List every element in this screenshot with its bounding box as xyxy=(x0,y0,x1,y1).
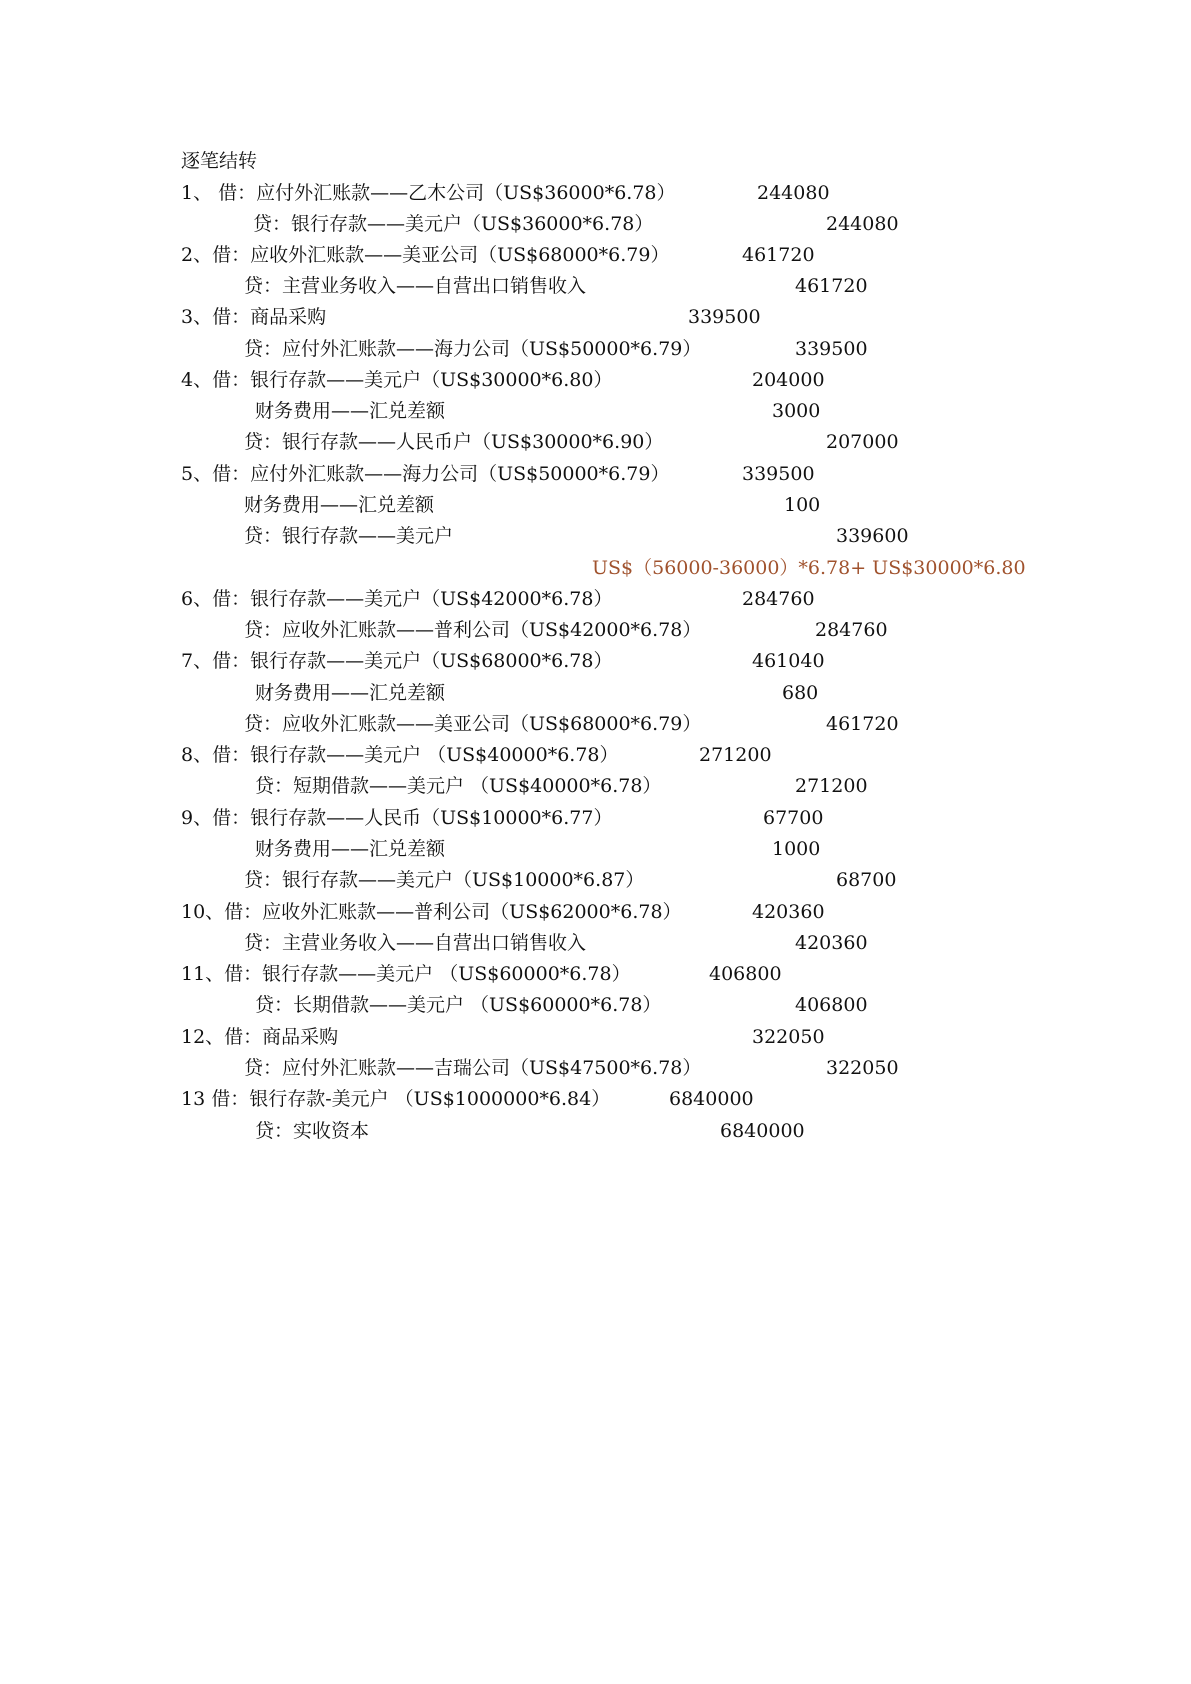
entry-amount: 284760 xyxy=(742,588,815,610)
entry-line: 10、借：应收外汇账款——普利公司（US$62000*6.78） xyxy=(181,901,682,923)
entry-amount: 6840000 xyxy=(720,1120,805,1142)
entry-line: 9、借：银行存款——人民币（US$10000*6.77） xyxy=(181,807,613,829)
entry-amount: 322050 xyxy=(752,1026,825,1048)
entry-line: 11、借：银行存款——美元户 （US$60000*6.78） xyxy=(181,963,631,985)
entry-amount: 680 xyxy=(782,682,819,704)
entry-line: 4、借：银行存款——美元户（US$30000*6.80） xyxy=(181,369,613,391)
entry-amount: 461720 xyxy=(826,713,899,735)
entry-amount: 100 xyxy=(784,494,821,516)
entry-line: 贷：长期借款——美元户 （US$60000*6.78） xyxy=(255,994,662,1016)
entry-amount: 207000 xyxy=(826,431,899,453)
entry-amount: 420360 xyxy=(795,932,868,954)
entry-line: 2、借：应收外汇账款——美亚公司（US$68000*6.79） xyxy=(181,244,670,266)
entry-line: 贷：银行存款——美元户（US$36000*6.78） xyxy=(253,213,654,235)
entry-line: 财务费用——汇兑差额 xyxy=(255,838,446,860)
entry-line: 贷：银行存款——美元户（US$10000*6.87） xyxy=(244,869,645,891)
entry-amount: 68700 xyxy=(836,869,897,891)
entry-line: 贷：应收外汇账款——普利公司（US$42000*6.78） xyxy=(244,619,702,641)
entry-line: 财务费用——汇兑差额 xyxy=(244,494,435,516)
entry-amount: 204000 xyxy=(752,369,825,391)
entry-amount: 244080 xyxy=(826,213,899,235)
entry-line: 贷：应付外汇账款——吉瑞公司（US$47500*6.78） xyxy=(244,1057,702,1079)
entry-amount: 461040 xyxy=(752,650,825,672)
entry-line: 1、 借：应付外汇账款——乙木公司（US$36000*6.78） xyxy=(181,182,676,204)
entry-line: 7、借：银行存款——美元户（US$68000*6.78） xyxy=(181,650,613,672)
entry-amount: 461720 xyxy=(795,275,868,297)
entry-amount: 339500 xyxy=(742,463,815,485)
entry-line: 贷：应收外汇账款——美亚公司（US$68000*6.79） xyxy=(244,713,702,735)
entry-amount: 339500 xyxy=(688,306,761,328)
calculation-note: US$（56000-36000）*6.78+ US$30000*6.80 xyxy=(592,557,1026,579)
entry-amount: 6840000 xyxy=(669,1088,754,1110)
entry-amount: 67700 xyxy=(763,807,824,829)
entry-line: 贷：短期借款——美元户 （US$40000*6.78） xyxy=(255,775,662,797)
entry-line: 13 借：银行存款-美元户 （US$1000000*6.84） xyxy=(181,1088,611,1110)
entry-amount: 406800 xyxy=(709,963,782,985)
entry-amount: 271200 xyxy=(795,775,868,797)
entry-line: 财务费用——汇兑差额 xyxy=(255,400,446,422)
entry-amount: 3000 xyxy=(772,400,821,422)
entry-line: 3、借：商品采购 xyxy=(181,306,327,328)
entry-line: 6、借：银行存款——美元户（US$42000*6.78） xyxy=(181,588,613,610)
entry-amount: 322050 xyxy=(826,1057,899,1079)
entry-amount: 420360 xyxy=(752,901,825,923)
entry-amount: 244080 xyxy=(757,182,830,204)
entry-line: 8、借：银行存款——美元户 （US$40000*6.78） xyxy=(181,744,619,766)
entry-line: 5、借：应付外汇账款——海力公司（US$50000*6.79） xyxy=(181,463,670,485)
entry-line: 贷：银行存款——人民币户（US$30000*6.90） xyxy=(244,431,664,453)
entry-amount: 461720 xyxy=(742,244,815,266)
entry-line: 贷：实收资本 xyxy=(255,1120,370,1142)
entry-amount: 339600 xyxy=(836,525,909,547)
entry-line: 贷：应付外汇账款——海力公司（US$50000*6.79） xyxy=(244,338,702,360)
entry-amount: 284760 xyxy=(815,619,888,641)
entry-line: 贷：银行存款——美元户 xyxy=(244,525,454,547)
entry-amount: 271200 xyxy=(699,744,772,766)
entry-line: 贷：主营业务收入——自营出口销售收入 xyxy=(244,932,587,954)
entry-line: 财务费用——汇兑差额 xyxy=(255,682,446,704)
document-title: 逐笔结转 xyxy=(181,150,258,172)
entry-amount: 1000 xyxy=(772,838,821,860)
entry-amount: 339500 xyxy=(795,338,868,360)
entry-line: 12、借：商品采购 xyxy=(181,1026,339,1048)
entry-line: 贷：主营业务收入——自营出口销售收入 xyxy=(244,275,587,297)
entry-amount: 406800 xyxy=(795,994,868,1016)
